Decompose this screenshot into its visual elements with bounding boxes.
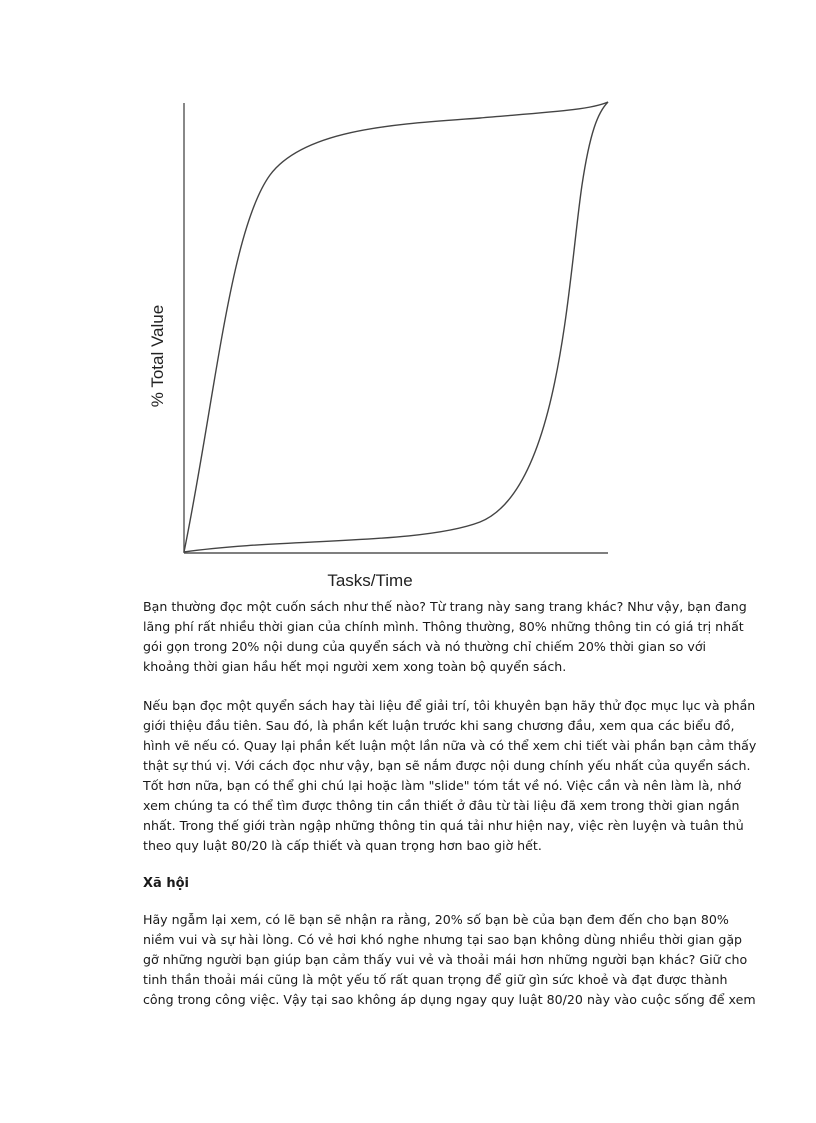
paragraph-reading-method — [143, 696, 757, 856]
upper-curve — [184, 102, 608, 552]
text-line: gỡ những người bạn giúp bạn cảm thấy vui vẻ và thoải mái hơn những người bạn khác? Giữ cho — [143, 952, 748, 967]
text-line: nhất. Trong thế giới tràn ngập những thông tin quá tải như hiện nay, việc rèn luyện và tuân thủ — [143, 818, 744, 833]
paragraph-social — [143, 910, 756, 1010]
text-line: niềm vui và sự hài lòng. Có vẻ hơi khó nghe nhưng tại sao bạn không dùng nhiều thời gian gặp — [143, 932, 743, 947]
text-line: theo quy luật 80/20 là cấp thiết và quan trọng hơn bao giờ hết. — [143, 838, 542, 853]
text-line: xem chúng ta có thể tìm được thông tin cần thiết ở đâu từ tài liệu đã xem trong thời gian ngắn — [143, 798, 740, 813]
text-line: Tốt hơn nữa, bạn có thể ghi chú lại hoặc làm "slide" tóm tắt về nó. Việc cần và nên làm là, nhớ — [143, 778, 742, 793]
text-line: Hãy ngẫm lại xem, có lẽ bạn sẽ nhận ra rằng, 20% số bạn bè của bạn đem đến cho bạn 80% — [143, 912, 729, 927]
text-line: thật sự thú vị. Với cách đọc như vậy, bạn sẽ nắm được nội dung chính yếu nhất của quyển sách. — [143, 758, 751, 773]
section-heading: Xã hội — [143, 876, 189, 891]
value-curve-figure — [130, 95, 630, 595]
lower-curve — [184, 102, 608, 552]
text-line: công trong công việc. Vậy tại sao không áp dụng ngay quy luật 80/20 này vào cuộc sống để xem — [143, 992, 756, 1007]
text-line: giới thiệu đầu tiên. Sau đó, là phần kết luận trước khi sang chương đầu, xem qua các biểu đồ, — [143, 718, 735, 733]
text-line: Nếu bạn đọc một quyển sách hay tài liệu để giải trí, tôi khuyên bạn hãy thử đọc mục lục và phần — [143, 698, 756, 713]
paragraph-reading-books — [143, 597, 747, 677]
text-line: Bạn thường đọc một cuốn sách như thế nào? Từ trang này sang trang khác? Như vậy, bạn đang — [143, 599, 747, 614]
y-axis-label: % Total Value — [148, 304, 167, 408]
text-line: khoảng thời gian hầu hết mọi người xem xong toàn bộ quyển sách. — [143, 659, 567, 674]
text-line: lãng phí rất nhiều thời gian của chính mình. Thông thường, 80% những thông tin có giá trị nhất — [143, 619, 744, 634]
text-line: hình vẽ nếu có. Quay lại phần kết luận một lần nữa và có thể xem chi tiết vài phần bạn cảm thấy — [143, 738, 757, 753]
x-axis-label: Tasks/Time — [327, 571, 413, 590]
text-line: gói gọn trong 20% nội dung của quyển sách và nó thường chỉ chiếm 20% thời gian so với — [143, 639, 707, 654]
text-line: tinh thần thoải mái cũng là một yếu tố rất quan trọng để giữ gìn sức khoẻ và đạt được thành — [143, 972, 728, 987]
